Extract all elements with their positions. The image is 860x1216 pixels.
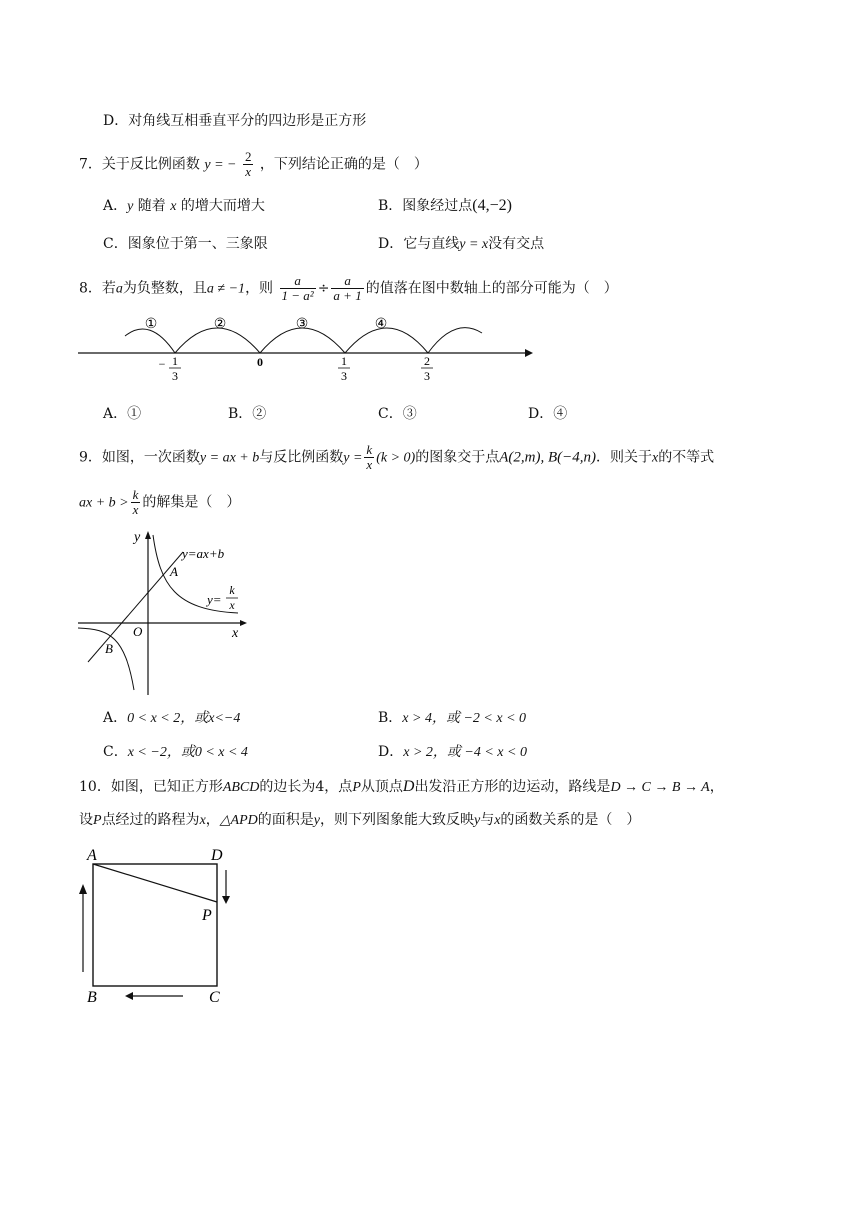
q10-line2-a: 设	[79, 812, 93, 828]
q9-ineq-num: k	[132, 487, 139, 502]
q8-stem	[79, 274, 618, 303]
q10-line1-b: 的边长为4，点	[259, 779, 353, 795]
q10-line2-f: 与	[480, 812, 495, 828]
tick-den-3: 3	[341, 369, 347, 383]
q10-x-2: x	[494, 813, 501, 828]
q10-abcd: ABCD	[222, 780, 260, 795]
q9-curve-den: x	[229, 598, 235, 612]
q9-option-b-text: x > 4，或 −2 < x < 0	[402, 711, 527, 726]
q9-origin: O	[133, 624, 143, 639]
q9-option-d	[378, 742, 527, 763]
q9-option-b	[378, 708, 526, 729]
q7-option-c-text: 图象位于第一、三象限	[127, 236, 268, 252]
q8-f2-num: a	[331, 274, 363, 289]
q10-arrowhead-down-icon	[222, 896, 230, 904]
q10-line2-e: ，则下列图象能大致反映	[319, 812, 474, 828]
q10-line2-d: 的面积是	[257, 812, 314, 828]
q7-option-c-label: C．	[103, 236, 128, 252]
q9-stem-line1	[79, 443, 714, 472]
q9-option-c-label: C．	[103, 744, 128, 760]
q8-f1-num: a	[280, 274, 316, 289]
q9-stem-f: 的解集是（ ）	[142, 494, 241, 511]
q7-option-c	[103, 234, 268, 254]
q10-x: x	[199, 813, 206, 828]
q10-segment-ap	[93, 864, 217, 902]
q9-eq1: y = ax + b	[199, 450, 260, 466]
q9-f-den: x	[366, 457, 373, 472]
q10-stem-line2	[79, 810, 640, 831]
q8-divide: ÷	[317, 280, 330, 297]
q7-fraction	[243, 150, 254, 179]
q9-points: A(2,m), B(−4,n)	[499, 449, 596, 466]
q9-ineq-pre: ax + b >	[79, 495, 129, 511]
tick-den-4: 3	[424, 369, 430, 383]
q9-y-arrow	[145, 531, 151, 539]
q8-var-a: a	[115, 281, 123, 297]
q10-arrowhead-up-icon	[79, 884, 87, 894]
q10-label-d: D	[211, 847, 223, 864]
q7-option-d-math: y = x	[459, 237, 489, 252]
q7-option-b	[378, 196, 512, 216]
q9-ineq-den: x	[132, 502, 139, 517]
q9-ineq-fraction	[131, 488, 141, 517]
q10-label-p: P	[202, 907, 212, 924]
q9-option-a-label: A．	[103, 710, 128, 726]
q9-eq2-pre: y =	[343, 450, 363, 466]
q7-stem-b: ，下列结论正确的是（ ）	[259, 156, 428, 173]
tick-num-3: 1	[341, 354, 347, 368]
q8-option-c: C．③	[378, 406, 417, 422]
q8-condition: a ≠ −1	[206, 281, 246, 297]
q10-square	[93, 864, 217, 986]
q9-option-b-label: B．	[378, 710, 403, 726]
q7-option-d-text: 它与直线	[403, 236, 460, 252]
q10-line1-e: ，	[709, 779, 724, 795]
q9-line-label: y=ax+b	[182, 546, 225, 561]
q10-apd: △APD	[219, 813, 258, 828]
q10-line2-b: 点经过的路程为	[101, 812, 200, 828]
q9-y-label: y	[134, 530, 141, 545]
q7-option-d-post: 没有交点	[488, 236, 545, 252]
tick-sign-1: −	[158, 357, 166, 371]
q9-stem-c: 的图象交于点	[415, 449, 500, 466]
q8-option-b: B．②	[228, 406, 267, 422]
q8-stem-d: 的值落在图中数轴上的部分可能为（ ）	[365, 280, 618, 297]
q10-y: y	[313, 813, 320, 828]
q7-equation: y = −	[204, 157, 237, 173]
q10-p: P	[352, 780, 361, 795]
q9-stem-e: 的不等式	[658, 449, 715, 466]
q10-label-a: A	[87, 847, 97, 864]
region-label-1: ①	[144, 317, 158, 332]
q8-stem-b: 为负整数，且	[122, 280, 207, 297]
q10-square-figure	[75, 842, 245, 1012]
q9-x-arrow	[240, 620, 247, 626]
q7-option-a-post: 的增大而增大	[176, 198, 265, 214]
q10-label-c: C	[209, 989, 220, 1006]
q9-stem-a: 9．如图，一次函数	[79, 449, 200, 466]
tick-den-1: 3	[172, 369, 178, 383]
q9-point-a: A	[170, 564, 178, 579]
q10-y-2: y	[473, 813, 481, 828]
region-label-4: ④	[374, 317, 388, 332]
q10-line1-c: 从顶点	[360, 779, 403, 795]
q9-x-label: x	[232, 626, 239, 641]
q7-option-b-label: B．	[378, 198, 403, 214]
q7-option-b-text: 图象经过点	[402, 198, 473, 214]
q8-stem-c: ，则	[245, 280, 274, 297]
q8-option-a: A．①	[103, 406, 142, 422]
arc-left-edge	[125, 329, 175, 353]
q10-line1-d: 出发沿正方形的边运动，路线是	[414, 779, 611, 795]
q7-option-d-label: D．	[378, 236, 404, 252]
q9-option-a-text: 0 < x < 2，或x<−4	[127, 711, 241, 726]
tick-num-0: 0	[257, 355, 263, 369]
q9-graph	[70, 525, 250, 700]
q9-stem-line2	[79, 488, 240, 517]
q7-option-a-mid: 随着	[133, 198, 171, 214]
q10-line2-c: ，	[205, 812, 220, 828]
q9-point-b: B	[105, 641, 113, 656]
number-line-arrow	[525, 349, 533, 357]
q7-option-b-math: (4,−2)	[472, 197, 512, 214]
q7-option-a	[103, 196, 265, 217]
region-label-2: ②	[213, 317, 227, 332]
q9-stem-b: 与反比例函数	[259, 449, 344, 466]
q9-f-num: k	[366, 442, 373, 457]
q9-var-x: x	[651, 450, 659, 466]
q8-f1-den: 1 − a²	[281, 288, 314, 303]
q9-eq2-post: (k > 0)	[376, 450, 416, 466]
q9-option-c-text: x < −2，或0 < x < 4	[127, 745, 248, 760]
q7-option-a-y: y	[127, 199, 134, 214]
q9-option-c	[103, 742, 248, 763]
q10-stem-line1	[79, 777, 724, 798]
arc-right-edge	[428, 328, 482, 353]
q7-frac-den: x	[245, 164, 252, 179]
q9-option-a	[103, 708, 240, 729]
q7-stem-a: 7．关于反比例函数	[79, 156, 200, 173]
q8-stem-a: 8．若	[79, 280, 116, 297]
q9-fraction	[364, 443, 374, 472]
q10-p-2: P	[93, 813, 102, 828]
tick-num-4: 2	[424, 354, 430, 368]
region-label-3: ③	[295, 317, 309, 332]
q7-option-d	[378, 234, 544, 255]
q9-hyperbola-q3	[78, 628, 134, 690]
q9-linear	[88, 552, 183, 662]
q10-line2-g: 的函数关系的是（ ）	[500, 812, 641, 828]
q9-option-d-text: x > 2，或 −4 < x < 0	[403, 745, 527, 760]
q7-frac-num: 2	[244, 149, 252, 164]
q9-curve-num: k	[229, 583, 235, 597]
q10-route: D → C → B → A	[610, 780, 710, 795]
q10-arrowhead-left-icon	[125, 992, 133, 1000]
q8-f2-den: a + 1	[333, 288, 362, 303]
q9-curve-label: y=	[207, 592, 222, 607]
tick-num-1: 1	[172, 354, 178, 368]
q10-label-b: B	[87, 989, 97, 1006]
q10-d: D	[402, 778, 415, 795]
q8-fraction-1	[280, 274, 316, 303]
q8-number-line	[70, 308, 540, 388]
q9-stem-d: ．则关于	[595, 449, 652, 466]
q8-option-d: D．④	[528, 406, 568, 422]
q6-option-d: D．对角线互相垂直平分的四边形是正方形	[103, 113, 367, 129]
q7-option-a-label: A．	[103, 198, 128, 214]
q9-option-d-label: D．	[378, 744, 404, 760]
q8-fraction-2	[331, 274, 363, 303]
q10-line1-a: 10．如图，已知正方形	[79, 779, 223, 795]
q7-option-a-x: x	[170, 199, 177, 214]
q7-stem	[79, 150, 428, 179]
